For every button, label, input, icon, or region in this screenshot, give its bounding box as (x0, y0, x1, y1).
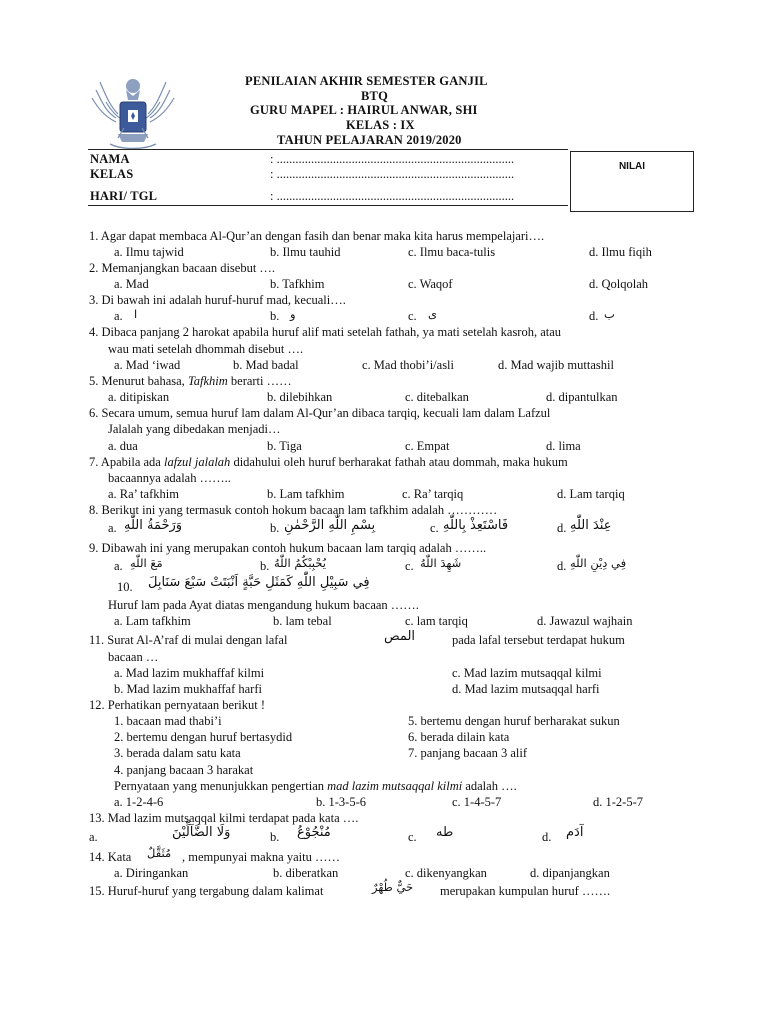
q3-option-b: b. (270, 309, 280, 323)
q12-option-a: a. 1-2-4-6 (114, 795, 164, 809)
q5-option-a: a. ditipiskan (108, 390, 170, 404)
q7-stem-pre: 7. Apabila ada (89, 455, 164, 469)
q8-option-a-arabic: وَرَحْمَةُ اللّٰهِ (124, 518, 183, 533)
q12-statement-6: 6. berada dilain kata (408, 730, 510, 744)
q5-option-c: c. ditebalkan (405, 390, 469, 404)
q12-statement-2: 2. bertemu dengan huruf bertasydid (114, 730, 293, 744)
q11-stem-post: pada lafal tersebut terdapat hukum (452, 633, 625, 647)
kelas-label: KELAS (90, 167, 134, 181)
q13-option-a: a. (89, 830, 98, 844)
q10-option-d: d. Jawazul wajhain (537, 614, 633, 628)
q5-option-b: b. dilebihkan (267, 390, 333, 404)
q7-stem-line2: bacaannya adalah …….. (108, 471, 231, 485)
q7-option-a: a. Ra’ tafkhim (108, 487, 179, 501)
q2-option-a: a. Mad (114, 277, 149, 291)
q4-option-a: a. Mad ‘iwad (114, 358, 181, 372)
q10-option-a: a. Lam tafkhim (114, 614, 191, 628)
q13-option-c-arabic: طه (436, 825, 454, 840)
q12-question-term: mad lazim mutsaqqal kilmi (327, 779, 463, 793)
q11-option-b: b. Mad lazim mukhaffaf harfi (114, 682, 262, 696)
q7-option-b: b. Lam tafkhim (267, 487, 345, 501)
q7-option-d: d. Lam tarqiq (557, 487, 625, 501)
q14-stem-pre: 14. Kata (89, 850, 132, 864)
q3-option-d-arabic: ب (604, 307, 615, 321)
q6-option-a: a. dua (108, 439, 138, 453)
q14-option-b: b. diberatkan (273, 866, 339, 880)
q4-option-c: c. Mad thobi’i/asli (362, 358, 454, 372)
teacher-line: GURU MAPEL : HAIRUL ANWAR, SHI (250, 103, 478, 117)
q3-stem: 3. Di bawah ini adalah huruf-huruf mad, kecuali…. (89, 293, 346, 307)
q8-option-b-arabic: بِسْمِ اللّٰهِ الرَّحْمٰنِ (284, 518, 376, 533)
q10-stem: Huruf lam pada Ayat diatas mengandung hukum bacaan ……. (108, 598, 419, 612)
q10-number: 10. (117, 580, 133, 594)
q13-option-d: d. (542, 830, 552, 844)
q11-option-d: d. Mad lazim mutsaqqal harfi (452, 682, 600, 696)
header-rule (88, 149, 568, 150)
q8-option-c: c. (430, 521, 439, 535)
q10-option-b: b. lam tebal (273, 614, 332, 628)
q13-option-b: b. (270, 830, 280, 844)
q6-option-b: b. Tiga (267, 439, 302, 453)
q7-stem-term: lafzul jalalah (163, 455, 231, 469)
q2-option-c: c. Waqof (408, 277, 453, 291)
q12-statement-5: 5. bertemu dengan huruf berharakat sukun (408, 714, 620, 728)
q5-stem (89, 375, 292, 388)
nama-field[interactable]: : ............................................................................ (270, 152, 515, 166)
q9-option-b-arabic: يُحْبِبْكُمُ اللّٰهُ (274, 556, 326, 570)
q7-stem-line1 (89, 456, 568, 469)
q8-option-a: a. (108, 521, 117, 535)
identity-rule (88, 205, 568, 206)
nilai-box[interactable] (570, 151, 694, 212)
q3-option-b-arabic: و (290, 307, 296, 321)
q8-option-c-arabic: فَاسْتَعِذْ بِاللّٰهِ (443, 518, 509, 533)
q11-option-a: a. Mad lazim mukhaffaf kilmi (114, 666, 265, 680)
q7-stem-post: didahului oleh huruf berharakat fathah atau dommah, maka hukum (230, 455, 568, 469)
year-line: TAHUN PELAJARAN 2019/2020 (277, 133, 462, 147)
q6-stem-line1: 6. Secara umum, semua huruf lam dalam Al-Qur’an dibaca tarqiq, kecuali lam dalam Lafzul (89, 406, 551, 420)
q13-option-c: c. (408, 830, 417, 844)
q4-option-b: b. Mad badal (233, 358, 299, 372)
q13-option-b-arabic: مُنْجُوْعُ (297, 825, 331, 840)
q3-option-d: d. (589, 309, 599, 323)
q11-option-c: c. Mad lazim mutsaqqal kilmi (452, 666, 602, 680)
q12-stem: 12. Perhatikan pernyataan berikut ! (89, 698, 265, 712)
hari-field[interactable]: : ............................................................................ (270, 189, 515, 203)
q10-ayah: فِي سَبِيْلِ اللّٰهِ كَمَثَلِ حَبَّةٍ اَنْبَتَتْ سَبْعَ سَنَابِلَ (148, 575, 370, 590)
q4-stem-line2: wau mati setelah dhommah disebut …. (108, 342, 304, 356)
q1-option-a: a. Ilmu tajwid (114, 245, 184, 259)
q11-stem-line2: bacaan … (108, 650, 159, 664)
q6-stem-line2: Jalalah yang dibedakan menjadi… (108, 422, 281, 436)
q9-option-b: b. (260, 559, 270, 573)
hari-label: HARI/ TGL (90, 189, 158, 203)
q9-option-c: c. (405, 559, 414, 573)
q15-stem-post: merupakan kumpulan huruf ……. (440, 884, 611, 898)
q9-option-d-arabic: فِي دِيْنِ اللّٰهِ (570, 556, 627, 570)
q12-statement-1: 1. bacaan mad thabi’i (114, 714, 222, 728)
q13-option-d-arabic: آدَم (566, 825, 584, 840)
q5-stem-post: berarti …… (227, 374, 292, 388)
q2-stem: 2. Memanjangkan bacaan disebut …. (89, 261, 276, 275)
q3-option-c: c. (408, 309, 417, 323)
q12-option-c: c. 1-4-5-7 (452, 795, 502, 809)
class-line: KELAS : IX (346, 118, 415, 132)
q14-stem-arabic: مُثَقَّلٌ (147, 846, 172, 860)
q9-option-a: a. (114, 559, 123, 573)
nilai-label: NILAI (618, 161, 646, 172)
q14-option-d: d. dipanjangkan (530, 866, 610, 880)
q9-stem: 9. Dibawah ini yang merupakan contoh hukum bacaan lam tarqiq adalah …….. (89, 541, 487, 555)
q12-statement-3: 3. berada dalam satu kata (114, 746, 241, 760)
q13-stem: 13. Mad lazim mutsaqqal kilmi terdapat pada kata …. (89, 811, 359, 825)
q12-option-b: b. 1-3-5-6 (316, 795, 366, 809)
kelas-field[interactable]: : ............................................................................ (270, 167, 515, 181)
q6-option-c: c. Empat (405, 439, 450, 453)
q3-option-c-arabic: ى (428, 307, 438, 321)
garuda-emblem-icon (88, 72, 178, 156)
q1-stem: 1. Agar dapat membaca Al-Qur’an dengan fasih dan benar maka kita harus mempelajari…. (89, 229, 545, 243)
q8-option-d: d. (557, 521, 567, 535)
q2-option-b: b. Tafkhim (270, 277, 325, 291)
q1-option-c: c. Ilmu baca-tulis (408, 245, 496, 259)
q9-option-c-arabic: شَهِدَ اللّٰهُ (420, 556, 462, 570)
q14-option-a: a. Diringankan (114, 866, 189, 880)
q12-question-post: adalah …. (462, 779, 517, 793)
q12-question-pre: Pernyataan yang menunjukkan pengertian (114, 779, 328, 793)
q8-option-b: b. (270, 521, 280, 535)
q5-stem-pre: 5. Menurut bahasa, (89, 374, 188, 388)
q15-stem-pre: 15. Huruf-huruf yang tergabung dalam kalimat (89, 884, 324, 898)
q11-stem-arabic: المص (384, 629, 416, 644)
q1-option-d: d. Ilmu fiqih (589, 245, 652, 259)
q10-option-c: c. lam tarqiq (405, 614, 468, 628)
q11-stem-pre: 11. Surat Al-A’raf di mulai dengan lafal (89, 633, 288, 647)
exam-title: PENILAIAN AKHIR SEMESTER GANJIL (245, 74, 488, 88)
q12-statement-7: 7. panjang bacaan 3 alif (408, 746, 528, 760)
q12-option-d: d. 1-2-5-7 (593, 795, 643, 809)
subject-title: BTQ (361, 89, 388, 103)
q9-option-a-arabic: مَعَ اللّٰهِ (130, 556, 163, 570)
q4-option-d: d. Mad wajib muttashil (498, 358, 614, 372)
q14-stem-post: , mempunyai makna yaitu …… (182, 850, 340, 864)
nama-label: NAMA (90, 152, 130, 166)
q9-option-d: d. (557, 559, 567, 573)
q6-option-d: d. lima (546, 439, 581, 453)
q4-stem-line1: 4. Dibaca panjang 2 harokat apabila huruf alif mati setelah fathah, ya mati setelah kasroh, atau (89, 325, 562, 339)
q8-option-d-arabic: عِنْدَ اللّٰهِ (570, 518, 612, 533)
q13-option-a-arabic: وَلَا الضَّآلِّيْنَ (172, 825, 231, 840)
q5-stem-term: Tafkhim (187, 374, 228, 388)
q7-option-c: c. Ra’ tarqiq (402, 487, 464, 501)
q15-stem-arabic: حَيٌّ طُهْرٌ (372, 880, 414, 894)
q5-option-d: d. dipantulkan (546, 390, 618, 404)
q3-option-a-arabic: ا (134, 307, 138, 321)
q8-stem: 8. Berikut ini yang termasuk contoh hokum bacaan lam tafkhim adalah ………… (89, 503, 498, 517)
q14-option-c: c. dikenyangkan (405, 866, 487, 880)
q2-option-d: d. Qolqolah (589, 277, 649, 291)
q3-option-a: a. (114, 309, 123, 323)
q12-statement-4: 4. panjang bacaan 3 harakat (114, 763, 254, 777)
q1-option-b: b. Ilmu tauhid (270, 245, 341, 259)
q12-question (114, 780, 517, 793)
